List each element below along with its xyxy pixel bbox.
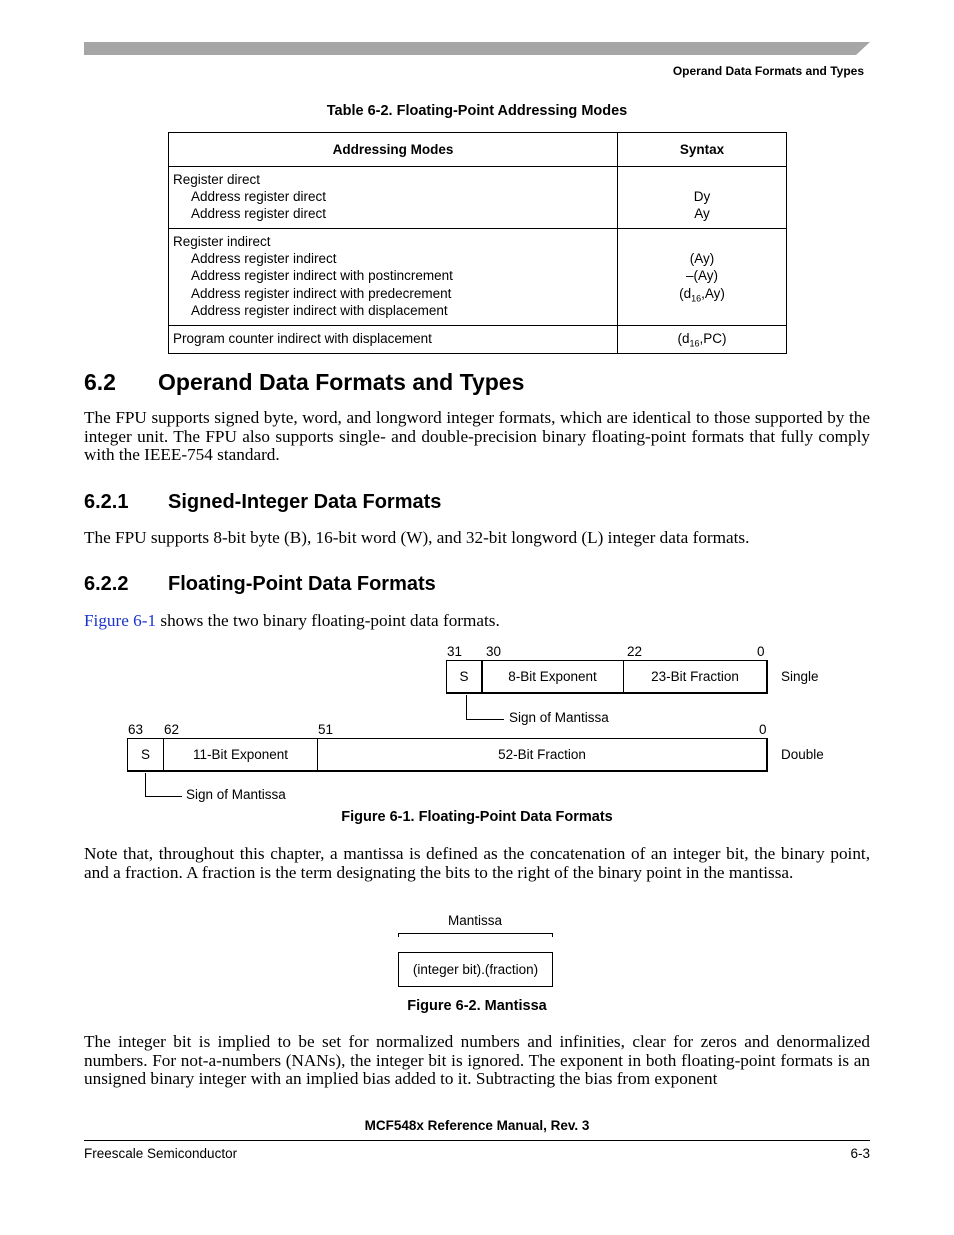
- double-exponent-field: 11-Bit Exponent: [163, 738, 318, 772]
- mode-cell: [169, 326, 618, 354]
- table-row: [169, 229, 787, 326]
- mantissa-label: Mantissa: [447, 913, 503, 928]
- section-number: 6.2.1: [84, 491, 129, 513]
- syntax-item: $(d_{16},PC)$: [677, 331, 727, 349]
- mantissa-note-paragraph: Note that, throughout this chapter, a mantissa is defined as the concatenation of an integer bit, the binary point, and a fraction. A fraction is the term designating the bits to the right of the binary point in the mantissa.: [84, 844, 870, 882]
- mode-cell: [169, 229, 618, 326]
- footer-rule: [84, 1140, 870, 1141]
- paragraph-6-2-1: The FPU supports 8-bit byte (B), 16-bit word (W), and 32-bit longword (L) integer data formats.: [84, 528, 750, 547]
- syntax-cell: [618, 326, 787, 354]
- header-bar-shape: [84, 42, 870, 55]
- double-sign-field: S: [127, 738, 164, 772]
- mantissa-box: (integer bit).(fraction): [398, 952, 553, 987]
- figure-6-2-caption: Figure 6-2. Mantissa: [407, 998, 547, 1014]
- syntax-item: Ay: [694, 206, 710, 222]
- syntax-item: Dy: [693, 189, 711, 205]
- col-header-modes: Addressing Modes: [169, 133, 618, 167]
- group-title: Program counter indirect with displacement: [173, 331, 432, 346]
- paragraph-6-2: The FPU supports signed byte, word, and longword integer formats, which are identical to those supported by the integer unit. The FPU also supports single- and double-precision binary floating-point formats that fully comply with the IEEE-754 standard.: [84, 408, 870, 465]
- syntax-item: –(Ay): [685, 268, 718, 284]
- header-bar: [84, 42, 870, 55]
- syntax-item: (Ay): [689, 251, 715, 267]
- bit-label: 63: [128, 722, 144, 737]
- single-fraction-field: 23-Bit Fraction: [623, 660, 768, 694]
- double-format-label: Double: [781, 747, 824, 762]
- bit-label: 62: [164, 722, 180, 737]
- mantissa-bracket-top: [398, 933, 553, 934]
- mode-item: Address register direct: [191, 189, 327, 205]
- table-row: [169, 167, 787, 229]
- footer-page-number: 6-3: [850, 1146, 870, 1161]
- mode-item: Address register indirect: [191, 251, 337, 267]
- running-title: Operand Data Formats and Types: [672, 64, 864, 78]
- table-row: [169, 326, 787, 354]
- sign-leader-vertical: [145, 773, 146, 797]
- bit-label: 31: [447, 644, 463, 659]
- bit-label: 0: [757, 644, 765, 659]
- paragraph-6-2-2: Figure 6-1 shows the two binary floating-point data formats.: [84, 611, 500, 630]
- footer-company: Freescale Semiconductor: [84, 1146, 238, 1161]
- syntax-item: $(d_{16},Ay)$: [679, 285, 725, 304]
- mode-item: Address register indirect with predecrement: [191, 285, 452, 301]
- sign-leader-horizontal: [466, 719, 504, 720]
- section-number: 6.2: [84, 369, 116, 395]
- syntax-cell: [618, 229, 787, 326]
- addressing-modes-table: [168, 132, 787, 354]
- group-title: Register indirect: [173, 234, 271, 249]
- section-heading-6-2-1: [84, 491, 441, 514]
- sign-leader-vertical: [466, 695, 467, 720]
- mode-item: Address register direct: [191, 206, 327, 222]
- figure-6-1-caption: Figure 6-1. Floating-Point Data Formats: [341, 809, 613, 825]
- section-title: Signed-Integer Data Formats: [168, 491, 442, 513]
- section-heading-6-2-2: [84, 573, 436, 596]
- syntax-cell: [618, 167, 787, 229]
- footer-manual-title: MCF548x Reference Manual, Rev. 3: [364, 1118, 590, 1133]
- table-header-row: [169, 133, 787, 167]
- sign-leader-horizontal: [145, 796, 182, 797]
- single-exponent-field: 8-Bit Exponent: [481, 660, 624, 694]
- table-caption: Table 6-2. Floating-Point Addressing Modes: [326, 103, 628, 119]
- mode-item: Address register indirect with displacement: [191, 302, 448, 318]
- group-title: Register direct: [173, 172, 261, 187]
- double-sign-label: Sign of Mantissa: [186, 787, 286, 802]
- mode-item: Address register indirect with postincrement: [191, 268, 453, 284]
- single-sign-field: S: [446, 660, 483, 694]
- single-sign-label: Sign of Mantissa: [509, 710, 609, 725]
- integer-bit-paragraph: The integer bit is implied to be set for normalized numbers and infinities, clear for zeros and denormalized numbers. For not-a-numbers (NANs), the integer bit is ignored. The exponent in both floating-point formats is an unsigned binary integer with an implied bias added to it. Subtracting the bias from exponent: [84, 1032, 870, 1089]
- mantissa-bracket-left: [398, 933, 399, 937]
- figure-link[interactable]: Figure 6-1: [84, 611, 157, 630]
- bit-label: 0: [759, 722, 767, 737]
- section-heading-6-2: [84, 369, 524, 396]
- section-title: Operand Data Formats and Types: [158, 369, 525, 395]
- section-title: Floating-Point Data Formats: [168, 573, 436, 595]
- mode-cell: [169, 167, 618, 229]
- bit-label: 30: [486, 644, 502, 659]
- mantissa-bracket-right: [552, 933, 553, 937]
- bit-label: 22: [627, 644, 643, 659]
- col-header-syntax: Syntax: [618, 133, 787, 167]
- single-format-label: Single: [781, 669, 819, 684]
- section-number: 6.2.2: [84, 573, 129, 595]
- double-fraction-field: 52-Bit Fraction: [317, 738, 768, 772]
- bit-label: 51: [318, 722, 334, 737]
